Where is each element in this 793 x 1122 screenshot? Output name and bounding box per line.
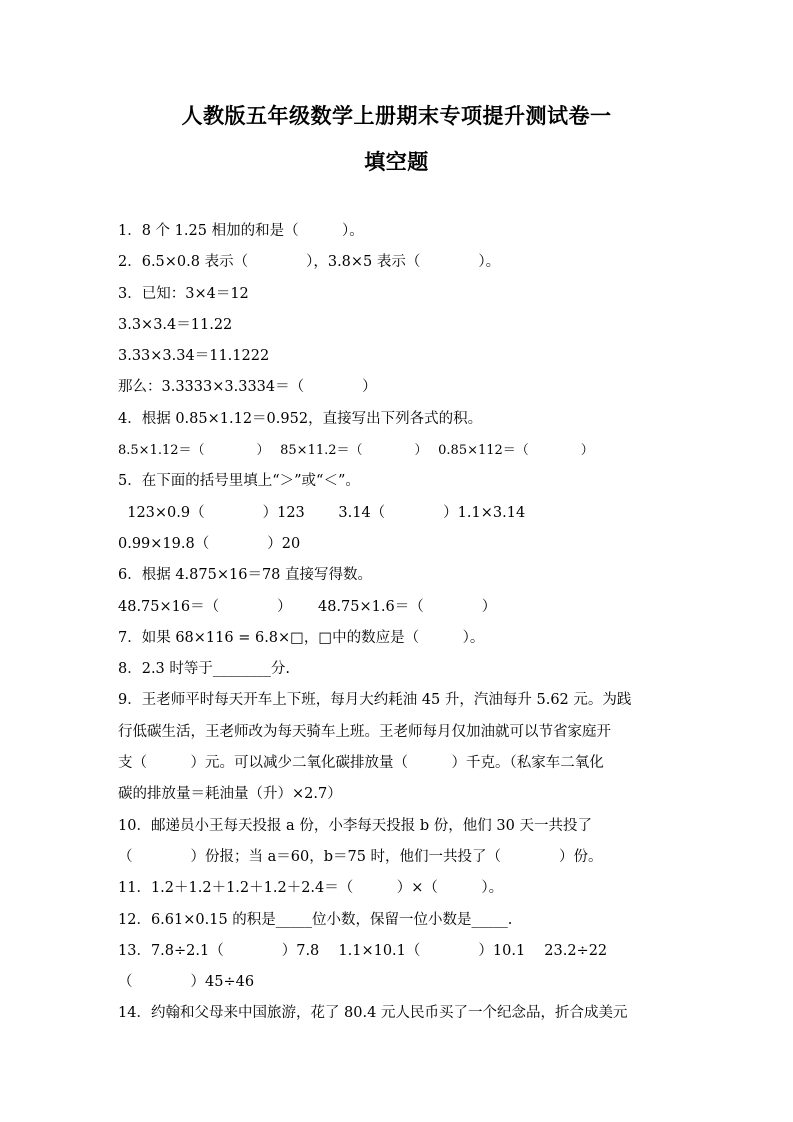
- question-list: [118, 216, 678, 1030]
- question-line: 9．王老师平时每天开车上下班，每月大约耗油 45 升，汽油每升 5.62 元。为践: [118, 692, 632, 709]
- question-line: 0.99×19.8（ ）20: [118, 535, 301, 552]
- question-line: 10．邮递员小王每天投报 a 份，小李每天投报 b 份，他们 30 天一共投了: [118, 817, 592, 834]
- question-line: 13．7.8÷2.1（ ）7.8 1.1×10.1（ ）10.1 23.2÷22: [118, 942, 608, 959]
- document-subtitle: 填空题: [364, 149, 429, 174]
- question-line: 2．6.5×0.8 表示（ ），3.8×5 表示（ ）。: [118, 254, 501, 271]
- question-line: 支（ ）元。可以减少二氧化碳排放量（ ）千克。（私家车二氧化: [118, 755, 604, 772]
- question-line: 4．根据 0.85×1.12＝0.952，直接写出下列各式的积。: [118, 410, 483, 427]
- question-line: 11．1.2＋1.2＋1.2＋1.2＋2.4＝（ ）×（ ）。: [118, 880, 504, 897]
- question-line: （ ）份报；当 a＝60，b＝75 时，他们一共投了（ ）份。: [118, 848, 603, 865]
- question-line: 7．如果 68×116 = 6.8×□，□中的数应是（ ）。: [118, 629, 485, 646]
- question-line: 碳的排放量＝耗油量（升）×2.7）: [118, 786, 342, 803]
- question-line: 8.5×1.12＝（ ） 85×11.2＝（ ） 0.85×112＝（ ）: [118, 443, 594, 459]
- question-line: 3.3×3.4＝11.22: [118, 316, 233, 333]
- question-line: 8．2.3 时等于________分.: [118, 661, 291, 678]
- question-line: 6．根据 4.875×16＝78 直接写得数。: [118, 567, 373, 584]
- question-line: 123×0.9（ ）123 3.14（ ）1.1×3.14: [118, 504, 526, 521]
- question-line: 12．6.61×0.15 的积是_____位小数，保留一位小数是_____.: [118, 911, 513, 928]
- question-line: 1．8 个 1.25 相加的和是（ ）。: [118, 223, 364, 239]
- question-line: （ ）45÷46: [118, 974, 255, 991]
- question-line: 5．在下面的括号里填上“＞”或“＜”。: [118, 473, 360, 490]
- question-line: 48.75×16＝（ ） 48.75×1.6＝（ ）: [118, 598, 497, 615]
- question-line: 那么：3.3333×3.3334＝（ ）: [118, 379, 377, 396]
- question-line: 3．已知：3×4＝12: [118, 285, 249, 302]
- question-line: 3.33×3.34＝11.1222: [118, 348, 270, 365]
- question-line: 行低碳生活，王老师改为每天骑车上班。王老师每月仅加油就可以节省家庭开: [118, 723, 611, 740]
- document-title: 人教版五年级数学上册期末专项提升测试卷一: [181, 103, 612, 128]
- question-line: 14．约翰和父母来中国旅游，花了 80.4 元人民币买了一个纪念品，折合成美元: [118, 1005, 628, 1022]
